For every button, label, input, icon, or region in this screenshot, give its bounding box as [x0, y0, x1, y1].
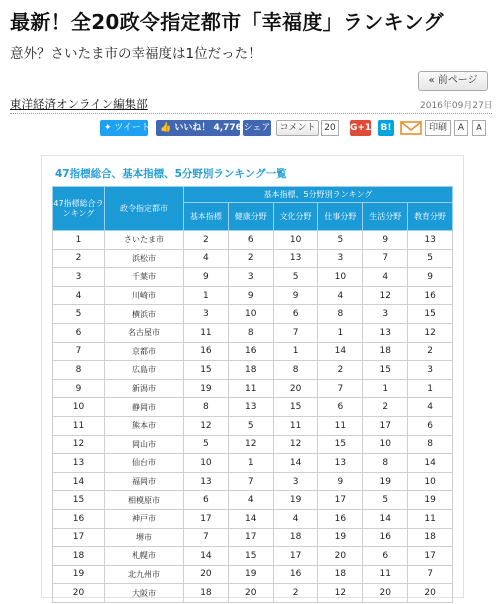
value-cell: 13	[318, 454, 363, 473]
value-cell: 19	[318, 528, 363, 547]
value-cell: 1	[318, 323, 363, 342]
ranking-table	[52, 186, 453, 603]
rank-cell: 7	[53, 342, 105, 361]
value-cell: 11	[408, 509, 453, 528]
rank-cell: 13	[53, 454, 105, 473]
publish-date: 2016年09月27日	[420, 101, 493, 111]
column-header: 健康分野	[228, 203, 273, 231]
value-cell: 17	[273, 547, 318, 566]
value-cell: 20	[408, 584, 453, 603]
table-row	[53, 379, 453, 398]
value-cell: 13	[363, 323, 408, 342]
value-cell: 2	[408, 342, 453, 361]
value-cell: 10	[273, 231, 318, 250]
value-cell: 7	[318, 379, 363, 398]
city-cell: 仙台市	[105, 454, 184, 473]
city-cell: 福岡市	[105, 472, 184, 491]
value-cell: 3	[408, 361, 453, 380]
value-cell: 4	[408, 398, 453, 417]
table-row	[53, 305, 453, 324]
value-cell: 17	[408, 547, 453, 566]
value-cell: 5	[184, 435, 229, 454]
table-row	[53, 398, 453, 417]
value-cell: 5	[318, 231, 363, 250]
city-cell: 静岡市	[105, 398, 184, 417]
value-cell: 10	[408, 472, 453, 491]
table-row	[53, 231, 453, 250]
column-header: 仕事分野	[318, 203, 363, 231]
city-cell: 新潟市	[105, 379, 184, 398]
value-cell: 2	[228, 249, 273, 268]
table-row	[53, 565, 453, 584]
city-cell: 神戸市	[105, 509, 184, 528]
value-cell: 7	[363, 249, 408, 268]
header-city: 政令指定都市	[105, 187, 184, 231]
rank-cell: 1	[53, 231, 105, 250]
city-cell: 札幌市	[105, 547, 184, 566]
city-cell: 京都市	[105, 342, 184, 361]
value-cell: 19	[363, 472, 408, 491]
value-cell: 6	[273, 305, 318, 324]
column-header: 基本指標	[184, 203, 229, 231]
tweet-button[interactable]	[100, 120, 148, 136]
author-link[interactable]: 東洋経済オンライン編集部	[10, 97, 148, 111]
value-cell: 11	[273, 416, 318, 435]
google-plus-button[interactable]: G+1	[350, 120, 371, 136]
rank-cell: 8	[53, 361, 105, 380]
value-cell: 6	[318, 398, 363, 417]
rank-cell: 10	[53, 398, 105, 417]
value-cell: 5	[363, 491, 408, 510]
rank-cell: 6	[53, 323, 105, 342]
rank-cell: 2	[53, 249, 105, 268]
value-cell: 20	[363, 584, 408, 603]
value-cell: 10	[228, 305, 273, 324]
table-row	[53, 509, 453, 528]
value-cell: 7	[408, 565, 453, 584]
value-cell: 6	[408, 416, 453, 435]
table-row	[53, 584, 453, 603]
city-cell: 広島市	[105, 361, 184, 380]
table-row	[53, 249, 453, 268]
rank-cell: 12	[53, 435, 105, 454]
city-cell: 大阪市	[105, 584, 184, 603]
value-cell: 10	[318, 268, 363, 287]
value-cell: 14	[273, 454, 318, 473]
value-cell: 19	[408, 491, 453, 510]
value-cell: 14	[318, 342, 363, 361]
value-cell: 16	[184, 342, 229, 361]
value-cell: 20	[318, 547, 363, 566]
rank-cell: 20	[53, 584, 105, 603]
value-cell: 15	[363, 361, 408, 380]
value-cell: 5	[228, 416, 273, 435]
city-cell: 堺市	[105, 528, 184, 547]
value-cell: 2	[363, 398, 408, 417]
value-cell: 9	[184, 268, 229, 287]
value-cell: 19	[273, 491, 318, 510]
value-cell: 11	[184, 323, 229, 342]
value-cell: 20	[273, 379, 318, 398]
rank-cell: 17	[53, 528, 105, 547]
value-cell: 7	[184, 528, 229, 547]
rank-cell: 14	[53, 472, 105, 491]
rank-cell: 9	[53, 379, 105, 398]
value-cell: 12	[184, 416, 229, 435]
value-cell: 1	[228, 454, 273, 473]
value-cell: 14	[228, 509, 273, 528]
article-title: 最新！全20政令指定都市「幸福度」ランキング	[10, 10, 444, 34]
city-cell: さいたま市	[105, 231, 184, 250]
city-cell: 熊本市	[105, 416, 184, 435]
city-cell: 北九州市	[105, 565, 184, 584]
value-cell: 15	[273, 398, 318, 417]
value-cell: 18	[184, 584, 229, 603]
value-cell: 2	[318, 361, 363, 380]
value-cell: 12	[318, 584, 363, 603]
value-cell: 1	[184, 286, 229, 305]
city-cell: 相模原市	[105, 491, 184, 510]
value-cell: 9	[363, 231, 408, 250]
value-cell: 18	[363, 342, 408, 361]
facebook-like-button[interactable]	[156, 120, 240, 136]
column-header: 文化分野	[273, 203, 318, 231]
value-cell: 3	[318, 249, 363, 268]
value-cell: 17	[184, 509, 229, 528]
value-cell: 16	[318, 509, 363, 528]
table-row	[53, 491, 453, 510]
tweet-label: ツイート	[114, 123, 150, 133]
twitter-bird-icon: ✦	[104, 123, 115, 133]
value-cell: 5	[273, 268, 318, 287]
table-row	[53, 342, 453, 361]
value-cell: 11	[318, 416, 363, 435]
city-cell: 千葉市	[105, 268, 184, 287]
value-cell: 15	[408, 305, 453, 324]
value-cell: 6	[228, 231, 273, 250]
table-row	[53, 454, 453, 473]
value-cell: 11	[228, 379, 273, 398]
value-cell: 4	[184, 249, 229, 268]
header-rank: 47指標総合ランキング	[53, 187, 105, 231]
value-cell: 20	[228, 584, 273, 603]
table-row	[53, 472, 453, 491]
table-row	[53, 416, 453, 435]
facebook-share-button[interactable]: シェア	[243, 120, 271, 136]
table-title: 47指標総合、基本指標、5分野別ランキング一覧	[55, 168, 287, 180]
city-cell: 川崎市	[105, 286, 184, 305]
value-cell: 17	[363, 416, 408, 435]
value-cell: 10	[184, 454, 229, 473]
header-group: 基本指標、5分野別ランキング	[184, 187, 453, 203]
value-cell: 20	[184, 565, 229, 584]
value-cell: 8	[408, 435, 453, 454]
value-cell: 8	[228, 323, 273, 342]
like-label: いいね！ 4,776	[174, 123, 242, 133]
font-large-button[interactable]: A	[454, 120, 468, 136]
rank-cell: 19	[53, 565, 105, 584]
value-cell: 4	[318, 286, 363, 305]
value-cell: 18	[228, 361, 273, 380]
ranking-figure	[41, 155, 464, 598]
table-row	[53, 323, 453, 342]
value-cell: 13	[408, 231, 453, 250]
rank-cell: 15	[53, 491, 105, 510]
value-cell: 4	[228, 491, 273, 510]
table-row	[53, 286, 453, 305]
comment-button[interactable]: コメント	[276, 120, 319, 136]
value-cell: 13	[273, 249, 318, 268]
value-cell: 5	[408, 249, 453, 268]
rank-cell: 18	[53, 547, 105, 566]
value-cell: 18	[273, 528, 318, 547]
value-cell: 4	[363, 268, 408, 287]
city-cell: 名古屋市	[105, 323, 184, 342]
value-cell: 12	[363, 286, 408, 305]
value-cell: 8	[318, 305, 363, 324]
value-cell: 3	[363, 305, 408, 324]
value-cell: 15	[228, 547, 273, 566]
column-header: 教育分野	[408, 203, 453, 231]
value-cell: 17	[228, 528, 273, 547]
value-cell: 2	[273, 584, 318, 603]
table-row	[53, 528, 453, 547]
table-row	[53, 361, 453, 380]
value-cell: 9	[228, 286, 273, 305]
value-cell: 18	[408, 528, 453, 547]
value-cell: 6	[184, 491, 229, 510]
city-cell: 浜松市	[105, 249, 184, 268]
value-cell: 9	[273, 286, 318, 305]
value-cell: 14	[363, 509, 408, 528]
table-row	[53, 435, 453, 454]
value-cell: 8	[184, 398, 229, 417]
value-cell: 6	[363, 547, 408, 566]
value-cell: 3	[273, 472, 318, 491]
facebook-thumb-icon: 👍	[160, 123, 175, 133]
value-cell: 8	[363, 454, 408, 473]
value-cell: 1	[408, 379, 453, 398]
print-button[interactable]: 印刷	[425, 120, 451, 136]
prev-page-button[interactable]: « 前ページ	[418, 71, 488, 91]
value-cell: 9	[318, 472, 363, 491]
divider	[10, 113, 492, 114]
value-cell: 2	[184, 231, 229, 250]
value-cell: 16	[408, 286, 453, 305]
rank-cell: 4	[53, 286, 105, 305]
value-cell: 14	[184, 547, 229, 566]
city-cell: 横浜市	[105, 305, 184, 324]
table-row	[53, 547, 453, 566]
value-cell: 1	[363, 379, 408, 398]
value-cell: 11	[363, 565, 408, 584]
value-cell: 14	[408, 454, 453, 473]
city-cell: 岡山市	[105, 435, 184, 454]
value-cell: 3	[228, 268, 273, 287]
font-small-button[interactable]: A	[472, 120, 486, 136]
value-cell: 9	[408, 268, 453, 287]
value-cell: 16	[273, 565, 318, 584]
column-header: 生活分野	[363, 203, 408, 231]
rank-cell: 11	[53, 416, 105, 435]
rank-cell: 5	[53, 305, 105, 324]
hatena-bookmark-button[interactable]: B!	[378, 120, 394, 136]
mail-icon[interactable]	[400, 120, 422, 136]
article-subtitle: 意外？さいたま市の幸福度は1位だった！	[10, 46, 262, 62]
table-row	[53, 268, 453, 287]
value-cell: 7	[273, 323, 318, 342]
value-cell: 17	[318, 491, 363, 510]
value-cell: 15	[318, 435, 363, 454]
value-cell: 3	[184, 305, 229, 324]
value-cell: 19	[228, 565, 273, 584]
value-cell: 12	[228, 435, 273, 454]
value-cell: 19	[184, 379, 229, 398]
value-cell: 12	[408, 323, 453, 342]
value-cell: 16	[228, 342, 273, 361]
value-cell: 7	[228, 472, 273, 491]
value-cell: 10	[363, 435, 408, 454]
comment-count: 20	[321, 120, 339, 136]
value-cell: 1	[273, 342, 318, 361]
value-cell: 18	[318, 565, 363, 584]
value-cell: 4	[273, 509, 318, 528]
rank-cell: 3	[53, 268, 105, 287]
value-cell: 16	[363, 528, 408, 547]
value-cell: 15	[184, 361, 229, 380]
value-cell: 13	[184, 472, 229, 491]
rank-cell: 16	[53, 509, 105, 528]
value-cell: 13	[228, 398, 273, 417]
value-cell: 8	[273, 361, 318, 380]
value-cell: 12	[273, 435, 318, 454]
